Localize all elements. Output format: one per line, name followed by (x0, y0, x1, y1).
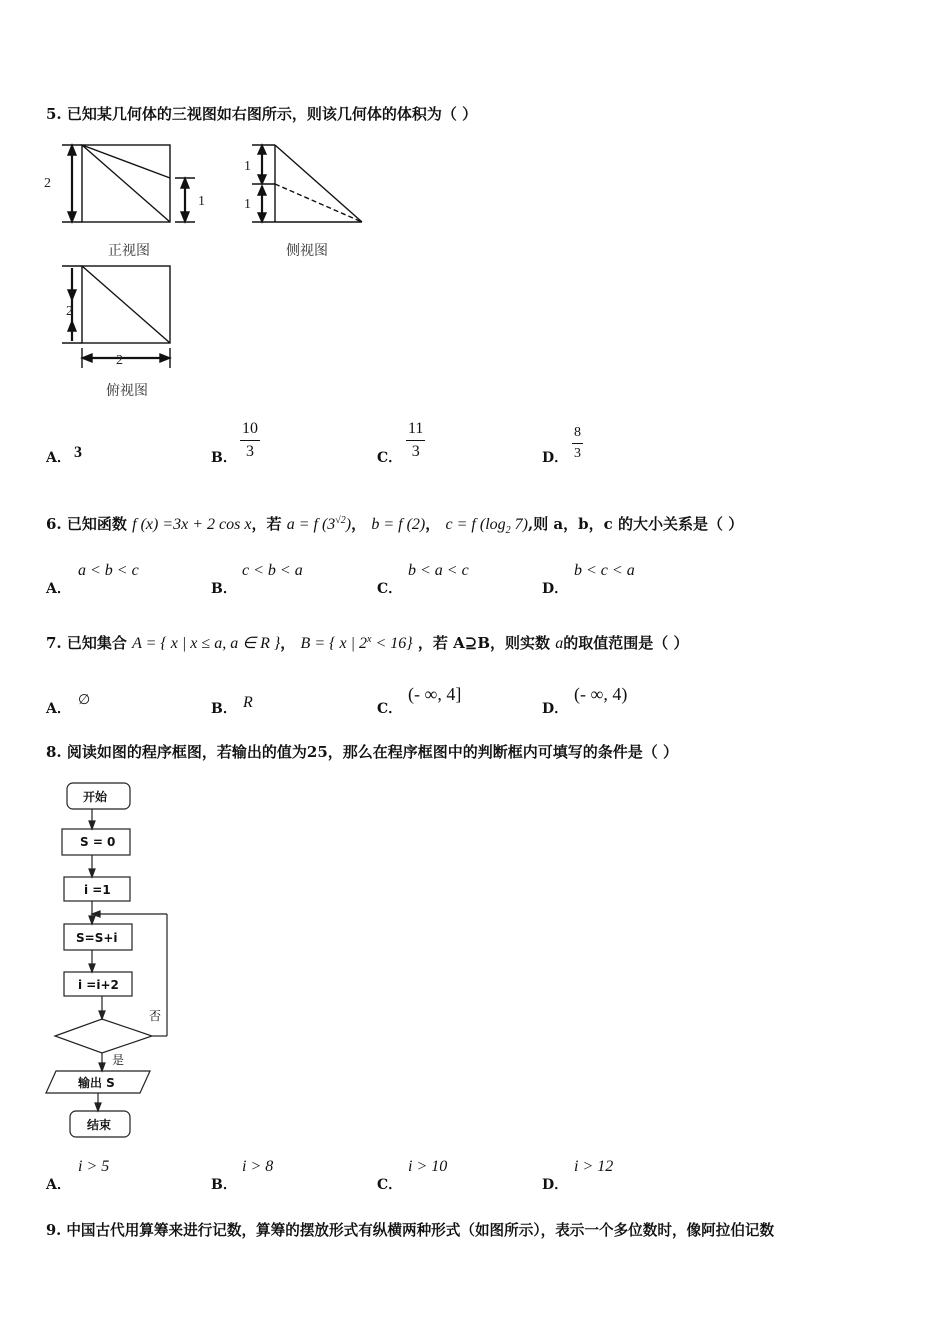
q6-function: f (x) =3x + 2 cos x (132, 516, 252, 533)
side-label-1-bottom: 1 (244, 197, 251, 212)
q5-c-num: 11 (406, 420, 425, 441)
q7-variable: a (555, 635, 564, 652)
q6-option-a-value: a < b < c (78, 562, 139, 579)
q6-b: b = f (2) (371, 516, 426, 533)
q6-c-base: 2 (505, 525, 511, 536)
q5-stem: 5. 已知某几何体的三视图如右图所示，则该几何体的体积为（ ） (46, 105, 478, 123)
q6-ruo: ，若 (251, 515, 282, 533)
q5-d-num: 8 (572, 425, 583, 444)
q6-sep2: ， (425, 515, 441, 533)
q5-option-b-label[interactable]: B． (211, 450, 237, 466)
front-label-2: 2 (44, 176, 51, 191)
q8-option-d-value: i > 12 (574, 1158, 614, 1175)
front-caption: 正视图 (108, 243, 150, 259)
q7-option-a-label[interactable]: A． (46, 701, 71, 717)
q5-option-d-label[interactable]: D． (542, 450, 569, 466)
q7-option-d-value: (- ∞, 4) (574, 684, 628, 704)
q7-option-c-value: (- ∞, 4] (408, 684, 462, 704)
q5-option-c-label[interactable]: C． (377, 450, 403, 466)
q7-sep: ， (280, 634, 296, 652)
q5-option-a-label[interactable]: A． (46, 450, 71, 466)
q8-option-d-label[interactable]: D． (542, 1177, 569, 1193)
side-caption: 侧视图 (286, 243, 328, 259)
q6-option-c-label[interactable]: C． (377, 581, 403, 597)
q7-set-b-rest: < 16} (371, 635, 413, 652)
top-label-2-horizontal: 2 (116, 353, 123, 368)
q5-c-den: 3 (411, 443, 420, 460)
q5-d-den: 3 (574, 446, 581, 461)
q6-prefix: 6. 已知函数 (46, 515, 127, 533)
top-caption: 俯视图 (106, 383, 148, 399)
q6-option-c-value: b < a < c (408, 562, 469, 579)
q7-prefix: 7. 已知集合 (46, 634, 127, 652)
flow-no-text: 否 (149, 1009, 162, 1023)
flow-ii-text: i =i+2 (78, 978, 119, 992)
q6-option-b-value: c < b < a (242, 562, 303, 579)
flow-start-text: 开始 (83, 790, 108, 804)
top-label-2-vertical: 2 (66, 304, 73, 319)
q6-suffix: ,则 a，b，c 的大小关系是（ ） (527, 515, 744, 533)
flow-end-text: 结束 (87, 1118, 112, 1132)
q6-sep1: ， (351, 515, 367, 533)
q7-option-b-label[interactable]: B． (211, 701, 237, 717)
q8-option-a-value: i > 5 (78, 1158, 110, 1175)
flow-s0-text: S = 0 (80, 835, 116, 849)
q6-option-b-label[interactable]: B． (211, 581, 237, 597)
q7-option-c-label[interactable]: C． (377, 701, 403, 717)
q8-option-c-label[interactable]: C． (377, 1177, 403, 1193)
q6-option-d-value: b < c < a (574, 562, 635, 579)
flow-yes-text: 是 (112, 1053, 125, 1067)
q6-c-close: 7) (510, 516, 528, 533)
q7-suffix2: 的取值范围是（ ） (563, 634, 689, 652)
q8-option-b-value: i > 8 (242, 1158, 274, 1175)
q8-option-b-label[interactable]: B． (211, 1177, 237, 1193)
side-label-1-top: 1 (244, 159, 251, 174)
q6-c: c = f (log (445, 516, 506, 533)
q7-b-exponent: x (367, 634, 372, 645)
q6-option-a-label[interactable]: A． (46, 581, 71, 597)
flow-i1-text: i =1 (84, 883, 111, 897)
flow-output-text: 输出 S (78, 1076, 115, 1090)
q5-b-den: 3 (246, 443, 254, 460)
q7-suffix: ，若 A⊇B，则实数 (417, 634, 551, 652)
q8-stem: 8. 阅读如图的程序框图，若输出的值为25，那么在程序框图中的判断框内可填写的条件是（ ） (46, 743, 678, 761)
q9-stem: 9. 中国古代用算筹来进行记数，算筹的摆放形式有纵横两种形式（如图所示），表示一个多位数时，像阿拉伯记数 (46, 1222, 775, 1239)
q7-option-a-value: ∅ (78, 693, 91, 708)
front-label-1: 1 (198, 194, 205, 209)
q6-option-d-label[interactable]: D． (542, 581, 569, 597)
q6-a: a = f (3 (286, 516, 336, 533)
q7-set-b: B = { x | 2 (300, 635, 368, 652)
q6-a-exponent: √2 (335, 515, 346, 526)
flow-decision-diamond (55, 1019, 152, 1053)
q7-option-b-value: R (243, 694, 253, 711)
q5-option-a-value: 3 (74, 444, 82, 461)
flow-ss-text: S=S+i (76, 931, 118, 945)
q7-option-d-label[interactable]: D． (542, 701, 569, 717)
q6-a-close: ) (345, 516, 352, 533)
q8-option-c-value: i > 10 (408, 1158, 448, 1175)
q5-b-num: 10 (240, 420, 260, 441)
q8-option-a-label[interactable]: A． (46, 1177, 71, 1193)
q7-set-a: A = { x | x ≤ a, a ∈ R } (132, 635, 281, 652)
